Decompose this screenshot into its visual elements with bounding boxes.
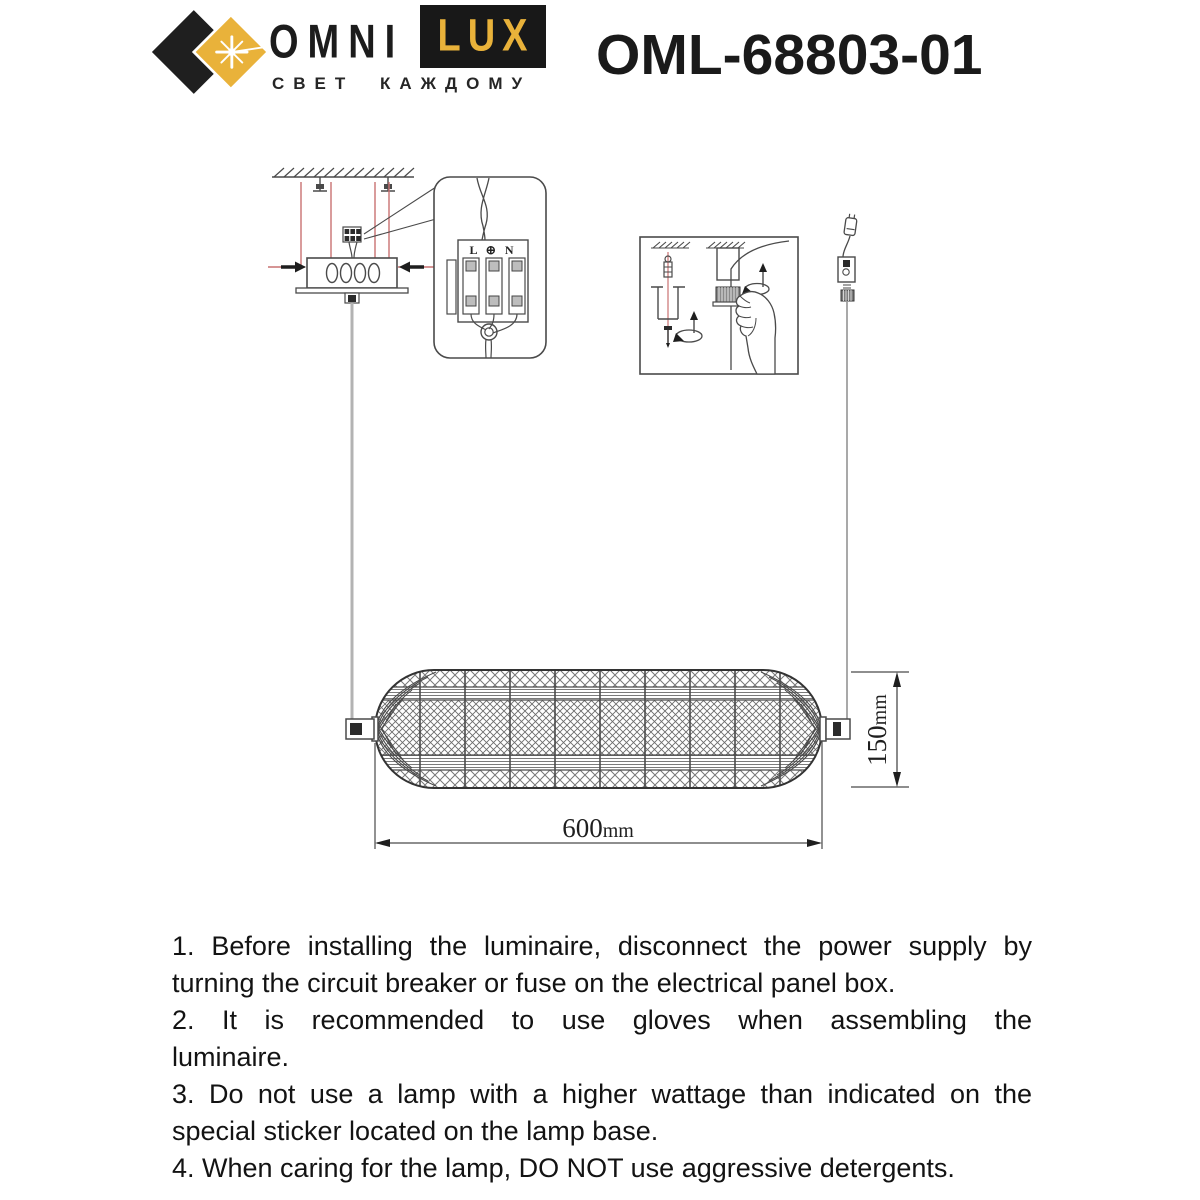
cable-bracket (838, 257, 855, 282)
canopy-cord-grip (345, 293, 359, 303)
dimension-height (851, 672, 909, 787)
canopy-terminal-block (343, 227, 361, 258)
lamp-right-connector (820, 717, 850, 741)
suspension-cable-part (838, 213, 858, 720)
instruction-line: 3. Do not use a lamp with a higher wattage than indicated on the (172, 1079, 1032, 1109)
ceiling-mount-diagram (268, 168, 437, 720)
model-number: OML-68803-01 (596, 23, 983, 87)
canopy-flange (296, 288, 408, 293)
instruction-line: turning the circuit breaker or fuse on the electrical panel box. (172, 968, 896, 998)
svg-text:150mm (862, 694, 892, 766)
cable-connector-nut (841, 285, 854, 301)
height-unit: mm (869, 694, 891, 726)
brand-word-lux: LUX (437, 10, 535, 62)
mounting-screws (313, 177, 395, 191)
technical-diagram (0, 130, 1200, 900)
instruction-line: 2. It is recommended to use gloves when assembling the (172, 1005, 1032, 1035)
logo-star-core (228, 48, 236, 56)
height-value: 150 (862, 725, 892, 766)
lamp-left-connector (346, 717, 378, 741)
instructions-block (172, 928, 1032, 1187)
width-value: 600 (562, 813, 603, 843)
brand-tagline: СВЕТ КАЖДОМУ (272, 74, 532, 93)
cord-plug (844, 213, 858, 235)
terminal-label: L ⊕ N (469, 243, 517, 257)
red-alignment-guides (268, 182, 437, 267)
step2-hanging-cup (717, 248, 739, 280)
installation-steps-box (640, 237, 798, 374)
instruction-line: 1. Before installing the luminaire, disconnect the power supply by (172, 931, 1032, 961)
pendant-lamp-drawing (346, 670, 850, 788)
wiring-detail-callout (434, 177, 546, 358)
plug-wire (843, 236, 850, 257)
lamp-mesh-body (375, 670, 822, 788)
brand-word-omni: OMNI (269, 16, 405, 69)
brand-lux-box (420, 5, 546, 68)
svg-text:600mm (562, 813, 634, 843)
ceiling-hatch (274, 168, 414, 177)
instruction-line: 4. When caring for the lamp, DO NOT use aggressive detergents. (172, 1153, 955, 1183)
instruction-line: luminaire. (172, 1042, 290, 1072)
instruction-line: special sticker located on the lamp base. (172, 1116, 659, 1146)
width-unit: mm (602, 820, 634, 842)
omnilux-logo-icon (150, 1, 268, 105)
